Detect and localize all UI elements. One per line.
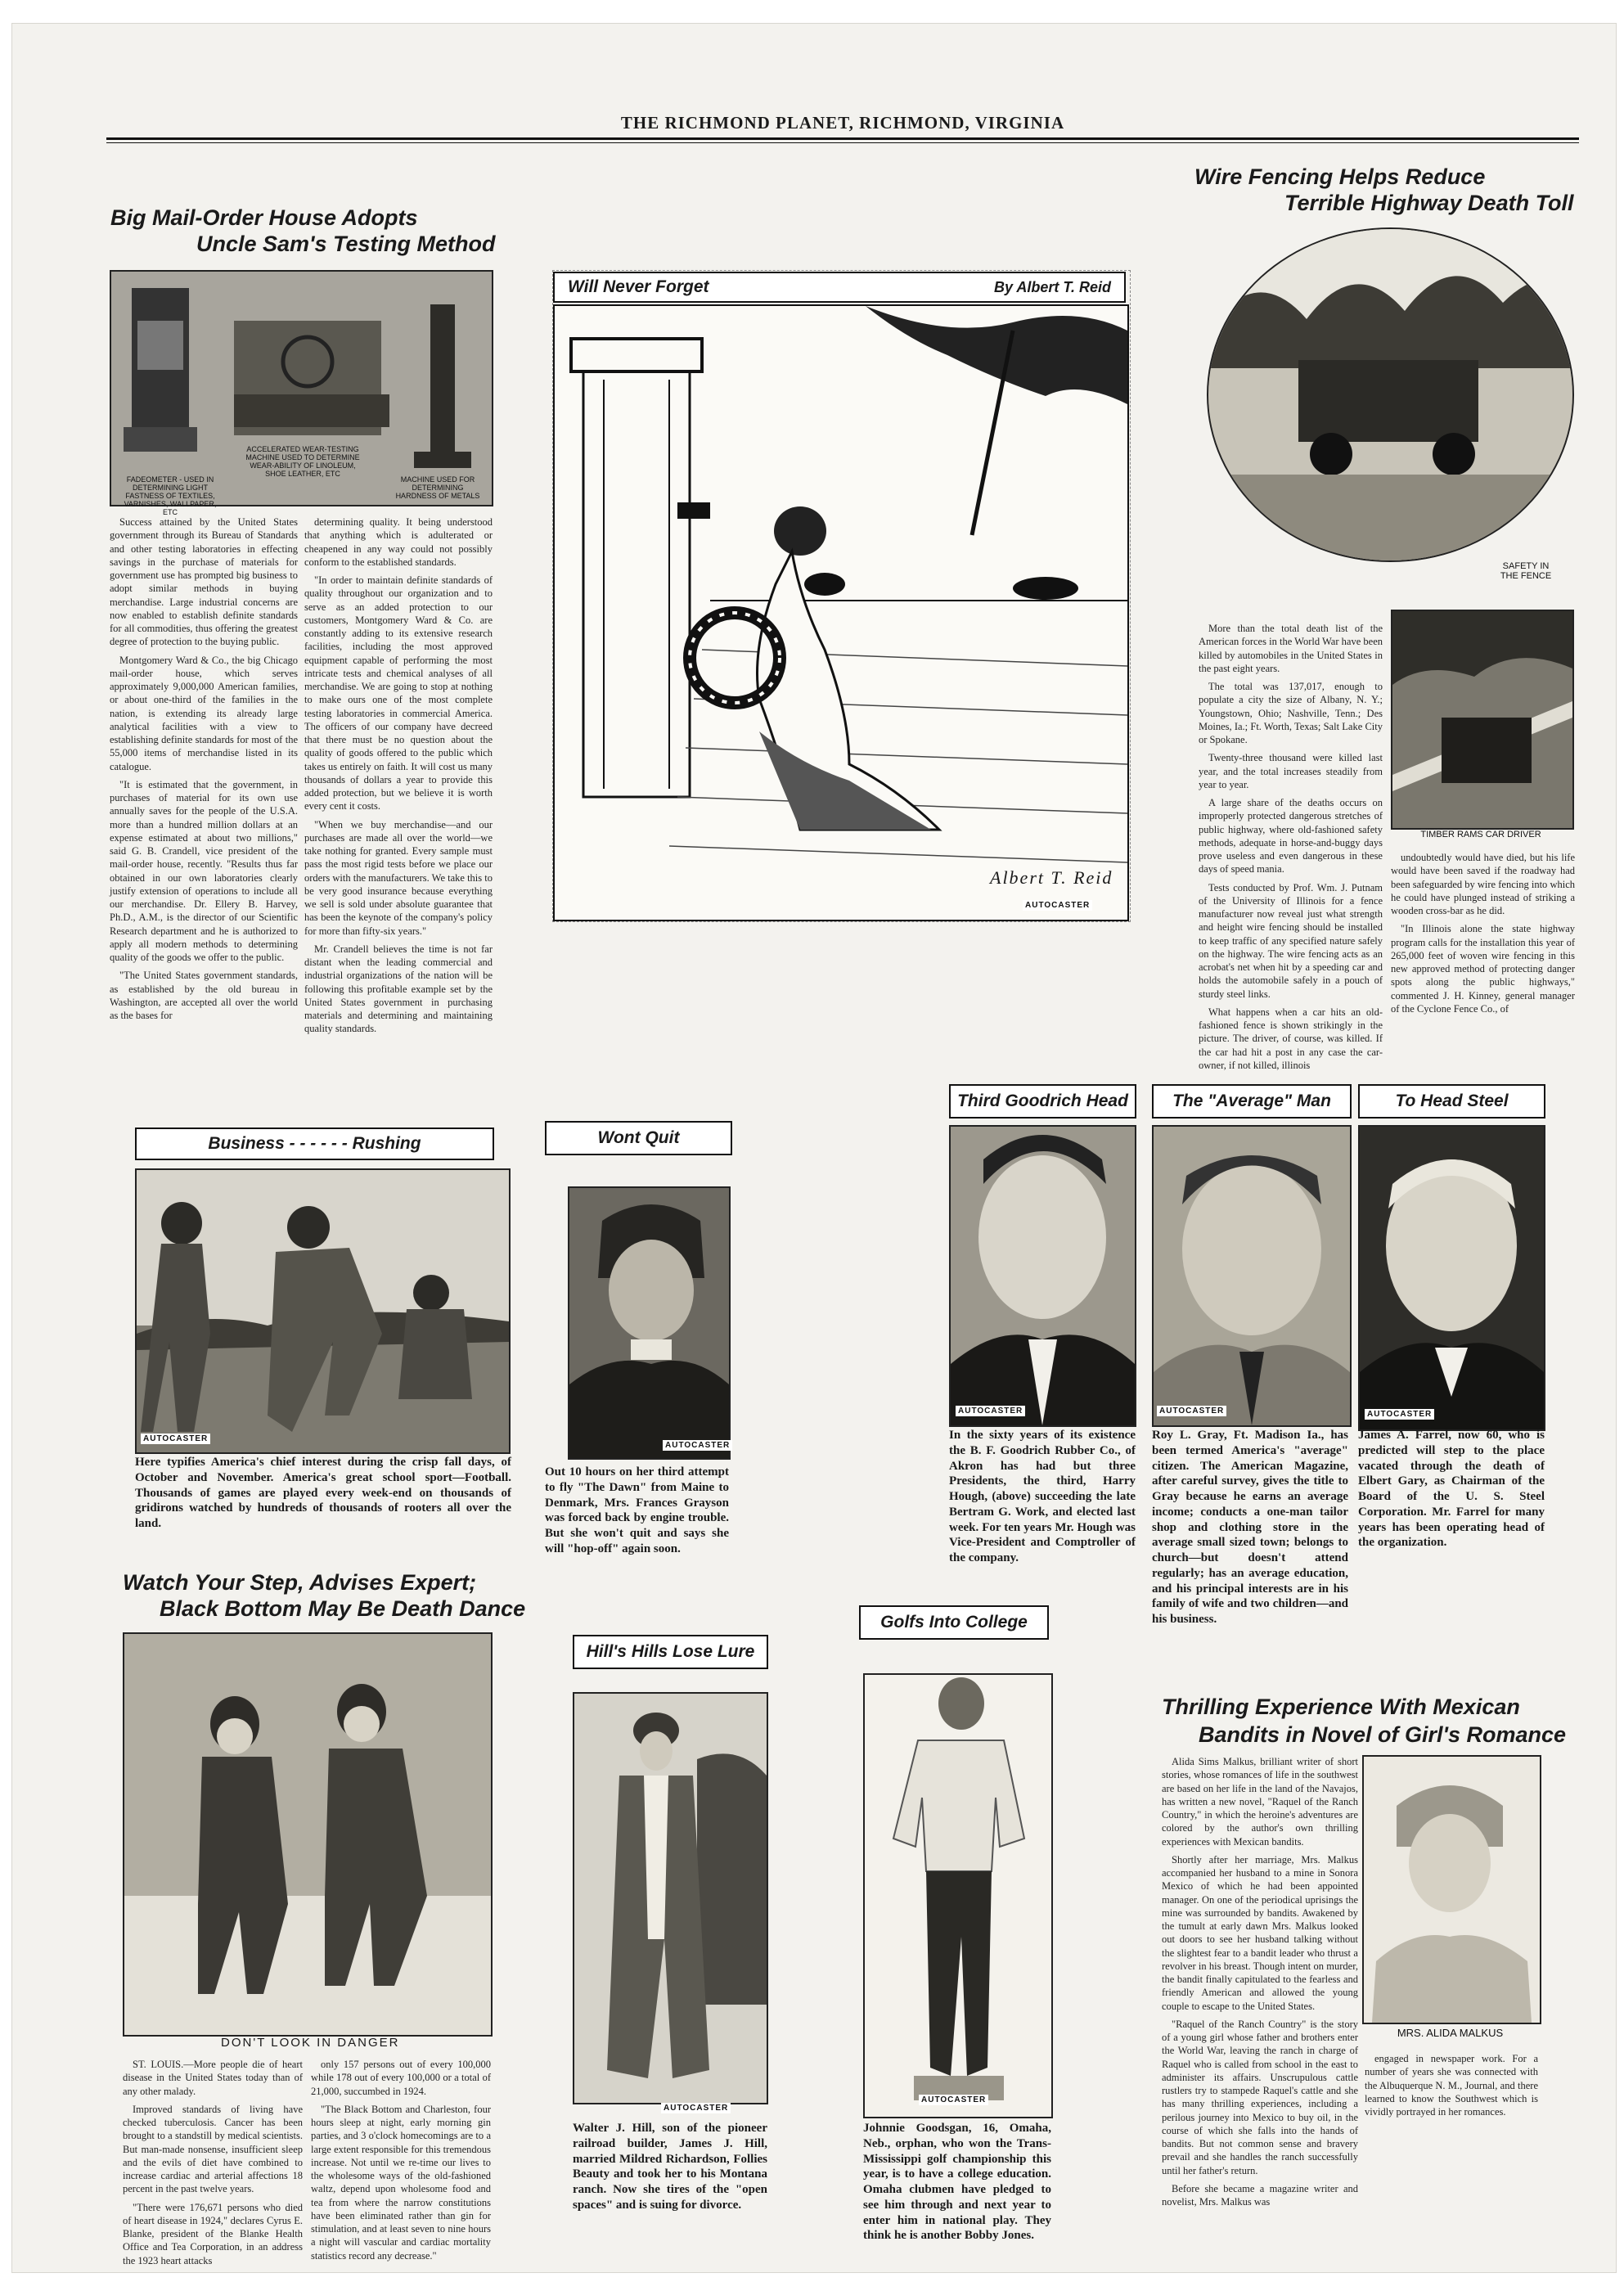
average-tag: AUTOCASTER — [1157, 1406, 1226, 1416]
masthead-rule — [106, 137, 1579, 140]
wire-photo-circle — [1207, 227, 1574, 562]
blackbottom-column-1 — [123, 2058, 303, 2272]
hill-caption: Walter J. Hill, son of the pioneer railroad builder, James J. Hill, married Mildred Richardson, Follies Beauty and took her to his Montana ranch. Now she tires of the "open spaces" and is suing for divorce. — [573, 2122, 767, 2212]
golf-caption: Johnnie Goodsgan, 16, Omaha, Neb., orphan, who won the Trans-Mississippi golf championship this year, is to have a college education. Omaha clubmen have pledged to see him through and next year to enter him in national play. They think he is another Bobby Jones. — [863, 2122, 1051, 2243]
wire-column-1-top — [1199, 622, 1383, 1077]
wire-label-safety: SAFETY IN THE FENCE — [1500, 561, 1552, 582]
golf-tag: AUTOCASTER — [919, 2095, 988, 2105]
goodrich-title: Third Goodrich Head — [949, 1084, 1136, 1118]
steel-tag: AUTOCASTER — [1365, 1409, 1434, 1420]
average-caption: Roy L. Gray, Ft. Madison Ia., has been termed America's "average" citizen. The American Magazine, after careful survey, gives the title to Gray because he earns an average income; conducts a one-man tailor shop and clothing store in the average small sized town; belongs to church—but doesn't attend regularly; has an average education, and his principal interests are in his family of wife and two children—and his business. — [1152, 1429, 1348, 1626]
masthead-rule-thin — [106, 142, 1579, 143]
paragraph: "The United States government standards, as established by the old bureau in Washington, are accepted all over the world as the bases for — [110, 970, 298, 1021]
mailorder-label-machine: MACHINE USED FOR DETERMINING HARDNESS OF METALS — [395, 475, 480, 500]
paragraph: "There were 176,671 persons who died of heart disease in 1924," declares Cyrus E. Blanke, president of the Blanke Health Office and Tea Corporation, in an address the 1923 heart attacks — [123, 2201, 303, 2266]
paragraph: Alida Sims Malkus, brilliant writer of short stories, whose romances of life in the southwest are based on her life in the land of the Navajos, has written a new novel, "Raquel of the Ranch Country," in which the heroine's adventures are colored by the author's own thrilling experiences with Mexican bandits. — [1162, 1756, 1358, 1848]
paragraph: "In Illinois alone the state highway program calls for the installation this year of 265,000 feet of woven wire fencing in this new approved method of protecting danger spots along the public highways," commented J. H. Kinney, general manager of the Cyclone Fence Co., of — [1391, 923, 1575, 1015]
steel-caption: James A. Farrel, now 60, who is predicted will step to the place vacated through the death of Elbert Gary, as Chairman of the Board of the U. S. Steel Corporation. Mr. Farrel for many years has been operating head of the organization. — [1358, 1429, 1545, 1550]
average-photo — [1152, 1125, 1352, 1427]
paragraph: Mr. Crandell believes the time is not far distant when the leading commercial and industrial organizations of the nation will be following this profitable example set by the United States government in purchasing materials and determining and maintaining quality standards. — [304, 943, 493, 1035]
paragraph: "In order to maintain definite standards of quality throughout our organization and to serve as an added protection to our customers, Montgomery Ward & Co. are constantly adding to its extensive research facilities, including the most approved equipment capable of performing the most intricate tests and chemical analyses of all merchandise. We are going to stop at nothing to make ours one of the most complete testing laboratories in commercial America. The officers of our company have decreed that there must be no question about the quality of goods offered to the public which takes us entirely on faith. It will cost us many thousands of dollars a year to provide this added protection, but we believe it is worth every cent it costs. — [304, 574, 493, 812]
thrilling-photo — [1362, 1755, 1541, 2024]
mailorder-headline-2: Uncle Sam's Testing Method — [196, 232, 496, 256]
cartoon-title-bar — [553, 272, 1126, 303]
paragraph: "It is estimated that the government, in purchases of material for its own use annually saves for the people of the U.S.A. more than a hundred million dollars at an expense estimated at about two millions," said G. B. Crandell, vice president of the mail-order house, recently. "Results thus far obtained in our own laboratories clearly justify extension of operations to include all our merchandise. Dr. Ellery B. Harvey, Ph.D., A.M., is the director of our Scientific Research department and he is authorized to apply all modern methods to determining quality of the goods we offer to the public. — [110, 778, 298, 963]
masthead: THE RICHMOND PLANET, RICHMOND, VIRGINIA — [620, 113, 1065, 133]
golf-photo — [863, 1673, 1053, 2118]
hill-photo — [573, 1692, 768, 2104]
average-title: The "Average" Man — [1152, 1084, 1352, 1118]
wire-label-timber: TIMBER RAMS CAR DRIVER — [1420, 830, 1541, 839]
paragraph: Shortly after her marriage, Mrs. Malkus accompanied her husband to a mine in Sonora Mexico of which he had been appointed manager. On one of the periodical uprisings the mine was surrounded by bandits. Awakened by the tumult at early dawn Mrs. Malkus looked out doors to see her husband talking without the slightest fear to a bandit leader who thrust a revolver in his breast. Though intent on murder, the bandit finally capitulated to the fearless and friendly American and allowed the young couple to escape to the United States. — [1162, 1853, 1358, 2012]
paragraph: Twenty-three thousand were killed last year, and the total increases steadily from year to year. — [1199, 752, 1383, 790]
thrilling-column-2 — [1365, 2052, 1538, 2123]
paragraph: More than the total death list of the American forces in the World War have been killed by automobiles in the United States in the past eight years. — [1199, 623, 1383, 674]
blackbottom-headline-2: Black Bottom May Be Death Dance — [160, 1596, 526, 1621]
wire-headline-2: Terrible Highway Death Toll — [1284, 191, 1574, 215]
paragraph: undoubtedly would have died, but his life would have been saved if the roadway had been safeguarded by wire fencing into which he could have plunged instead of striking a wooden cross-bar as he did. — [1391, 852, 1575, 916]
cartoon-drawing — [553, 304, 1129, 921]
blackbottom-label: DON'T LOOK IN DANGER — [221, 2036, 400, 2050]
wire-headline-1: Wire Fencing Helps Reduce — [1194, 164, 1486, 189]
paragraph: A large share of the deaths occurs on improperly protected dangerous stretches of public highway, where old-fashioned safety methods, adequate in horse-and-buggy days prove useless and even dangerous in these days of speed mania. — [1199, 797, 1383, 875]
hill-title: Hill's Hills Lose Lure — [573, 1635, 768, 1669]
paragraph: What happens when a car hits an old-fashioned fence is shown strikingly in the picture. The driver, of course, was killed. If the car had hit a post in any case the car-owner, if not killed, illinois — [1199, 1006, 1383, 1071]
mailorder-label-wear: ACCELERATED WEAR-TESTING MACHINE USED TO DETERMINE WEAR-ABILITY OF LINOLEUM, SHOE LEATHER, ETC — [245, 445, 360, 478]
mailorder-label-fadeometer: FADEOMETER - USED IN DETERMINING LIGHT FASTNESS OF TEXTILES, VARNISHES, WALLPAPER, ETC — [124, 475, 217, 516]
business-caption: Here typifies America's chief interest during the crisp fall days, of October and November. America's great school sport—Football. Thousands of games are played every week-end on thousands of gridirons watched by hundreds of thousands of rooters all over the land. — [135, 1456, 511, 1530]
cartoon-title: Will Never Forget — [568, 277, 709, 296]
cartoon-byline: By Albert T. Reid — [993, 278, 1111, 295]
blackbottom-headline-1: Watch Your Step, Advises Expert; — [123, 1570, 477, 1595]
paragraph: ST. LOUIS.—More people die of heart disease in the United States today than of any other malady. — [123, 2059, 303, 2097]
paragraph: The total was 137,017, enough to populate a city the size of Albany, N. Y.; Youngstown, Ohio; Nashville, Tenn.; Des Moines, Ia.; Ft. Worth, Texas; Salt Lake City or Spokane. — [1199, 681, 1383, 745]
wontquit-tag: AUTOCASTER — [663, 1440, 732, 1451]
thrilling-photo-caption: MRS. ALIDA MALKUS — [1397, 2027, 1504, 2039]
thrilling-column-1 — [1162, 1755, 1358, 2213]
thrilling-headline-1: Thrilling Experience With Mexican — [1162, 1695, 1520, 1719]
paragraph: Success attained by the United States government through its Bureau of Standards and other testing laboratories in effecting savings in the purchase of materials for government use has prompted big business to adopt similar methods in buying merchandise. Large industrial concerns are now enabled to establish definite standards for all commodities, thus offering the greatest degree of protection to the buying public. — [110, 516, 298, 648]
wontquit-photo — [568, 1186, 731, 1460]
mailorder-column-1 — [110, 515, 298, 1027]
cartoon-tag: AUTOCASTER — [1023, 900, 1092, 911]
steel-photo — [1358, 1125, 1545, 1431]
golf-title: Golfs Into College — [859, 1605, 1049, 1640]
goodrich-caption: In the sixty years of its existence the B. F. Goodrich Rubber Co., of Akron has had but three Presidents, the third, Harry Hough, (above) succeeding the late Bertram G. Work, and elected last week. For ten years Mr. Hough was Vice-President and Comptroller of the company. — [949, 1429, 1136, 1564]
goodrich-photo — [949, 1125, 1136, 1427]
paragraph: determining quality. It being understood that anything which is adulterated or cheapened in any way could not possibly conform to the established standards. — [304, 516, 493, 568]
paragraph: "Raquel of the Ranch Country" is the story of a young girl whose father and brothers enter the World War, leaving the ranch in charge of Raquel who is called from school in the east to administer its affairs. Unscrupulous cattle rustlers try to stampede Raquel's cattle and she has many thrilling experiences, including a perilous journey into Mexico to buy oil, in the course of which she falls into the hands of bandits. But not common sense and bravery prevail and she handles the ranch successfully until her father's return. — [1162, 2018, 1358, 2176]
mailorder-headline-1: Big Mail-Order House Adopts — [110, 205, 418, 230]
wire-column-2 — [1391, 851, 1575, 1020]
blackbottom-column-2 — [311, 2058, 491, 2267]
paragraph: Before she became a magazine writer and novelist, Mrs. Malkus was — [1162, 2182, 1358, 2208]
blackbottom-photo — [123, 1632, 493, 2037]
cartoon-signature: Albert T. Reid — [990, 867, 1113, 888]
wire-photo-crash — [1391, 610, 1574, 830]
hill-tag: AUTOCASTER — [661, 2103, 731, 2113]
business-tag: AUTOCASTER — [141, 1434, 210, 1444]
wontquit-caption: Out 10 hours on her third attempt to fly "The Dawn" from Maine to Denmark, Mrs. Frances Grayson was forced back by engine trouble. But she won't quit and says she will "hop-off" again soon. — [545, 1465, 729, 1555]
steel-title: To Head Steel — [1358, 1084, 1545, 1118]
thrilling-headline-2: Bandits in Novel of Girl's Romance — [1199, 1722, 1567, 1747]
paragraph: "When we buy merchandise—and our purchases are made all over the world—we take nothing for granted. Every sample must pass the most rigid tests before we place our orders with the manufacturers. We take this to be very good insurance because everything we sell is sold under absolute guarantee that has been the keynote of the company's policy for more than fifty-six years." — [304, 818, 493, 937]
paragraph: engaged in newspaper work. For a number of years she was connected with the Albuquerque N. M., Journal, and there learned to know the Southwest which is vividly portrayed in her romances. — [1365, 2053, 1538, 2118]
business-photo — [135, 1168, 511, 1454]
wontquit-title: Wont Quit — [545, 1121, 732, 1155]
mailorder-column-2 — [304, 515, 493, 1041]
paragraph: "The Black Bottom and Charleston, four hours sleep at night, early morning gin parties, and 3 o'clock homecomings are to a large extent responsible for this tremendous increase. Not until we re-time our lives to the wholesome ways of the old-fashioned waltz, depend upon wholesome food and tea from where the narrow constitutions have been eliminated rather than gin for stimulation, and at least seven to nine hours a night will vascular and cardiac mortality statistics record any decrease." — [311, 2103, 491, 2262]
paragraph: Tests conducted by Prof. Wm. J. Putnam of the University of Illinois for a fence manufacturer now reveal just what strength and height wire fencing should be installed to keep traffic of any specified nature safely on the highway. The wire fencing acts as an acrobat's net when hit by a speeding car and holds the automobile safely in a pouch of sturdy steel links. — [1199, 881, 1383, 1000]
goodrich-tag: AUTOCASTER — [956, 1406, 1025, 1416]
business-title: Business - - - - - - Rushing — [135, 1127, 494, 1160]
paragraph: Improved standards of living have checked tuberculosis. Cancer has been brought to a standstill by medical scientists. But man-made nonsense, insufficient sleep and the evils of diet have combined to increase cardiac and arterial affections 18 percent in the past twelve years. — [123, 2103, 303, 2195]
paragraph: Montgomery Ward & Co., the big Chicago mail-order house, which serves approximately 9,000,000 American families, or about one-third of the families in the nation, is extending its already large analytical facilities with a view to establishing definite standards for most of the 55,000 items of merchandise listed in its catalogue. — [110, 654, 298, 772]
paragraph: only 157 persons out of every 100,000 while 178 out of every 100,000 or a total of 21,000, succumbed in 1924. — [311, 2059, 491, 2097]
